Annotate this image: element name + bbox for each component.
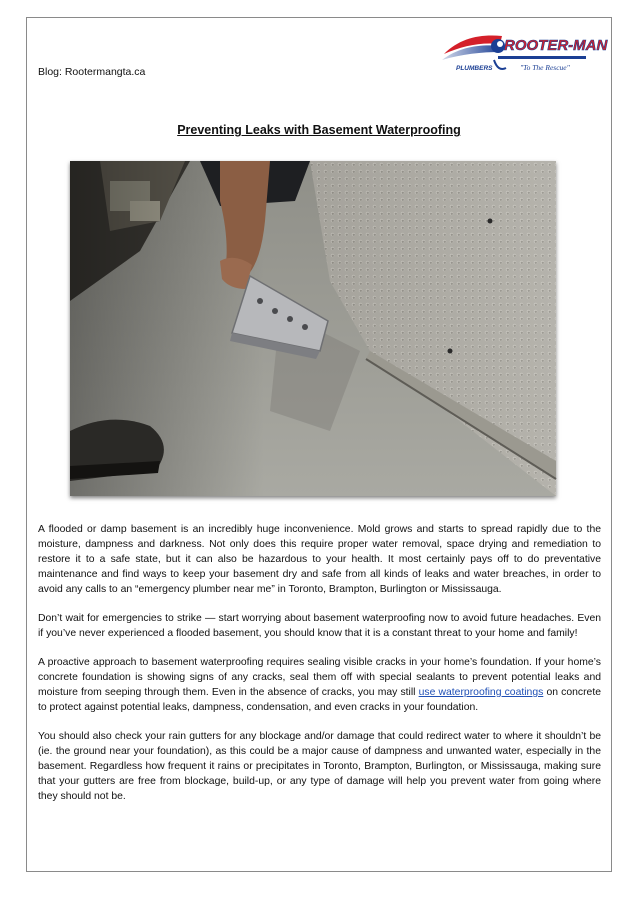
blog-label: Blog: Rootermangta.ca bbox=[38, 66, 146, 78]
paragraph-4: You should also check your rain gutters for any blockage and/or damage that could redirect water to where it shouldn’t be (ie. the ground near your foundation), as this could be a major cause of dampness and unwanted water, especially in the basement. Regardless how frequent it rains or precipitates in Toronto, Brampton, Burlington, or Mississauga, making sure that your gutters are free from blockage, build-up, or any type of damage will help you prevent water from going where they should not be. bbox=[38, 731, 601, 802]
waterproofing-coatings-link[interactable]: use waterproofing coatings bbox=[418, 687, 544, 698]
basement-photo bbox=[70, 161, 556, 496]
page-title: Preventing Leaks with Basement Waterproofing bbox=[177, 123, 461, 137]
paragraph-3-text-after: on concrete to protect against potential leaks, dampness, condensation, and even cracks in your foundation. bbox=[38, 687, 601, 713]
article-body bbox=[38, 522, 601, 818]
paragraph-3-text-before: A proactive approach to basement waterproofing requires sealing visible cracks in your home’s foundation. If your home’s concrete foundation is showing signs of any cracks, seal them off with special sealants to prevent potential leaks and moisture from seeping through them. Even in the absence of cracks, you may still bbox=[38, 657, 601, 698]
paragraph-2: Don’t wait for emergencies to strike — start worrying about basement waterproofing now to avoid future headaches. Even if you’ve never experienced a flooded basement, you should know that it is a constant threat to your home and family! bbox=[38, 613, 601, 639]
paragraph-1: A flooded or damp basement is an incredibly huge inconvenience. Mold grows and starts to spread rapidly due to the moisture, dampness and darkness. Not only does this require proper water removal, space drying and remediation to restore it to a safe state, but it can also be hazardous to your health. It most certainly pays off to do preventative maintenance and find ways to keep your basement dry and safe from all kinds of leaks and water breaches, in order to avoid any calls to an “emergency plumber near me” in Toronto, Brampton, Burlington or Mississauga. bbox=[38, 524, 601, 595]
rooter-man-logo bbox=[440, 24, 608, 80]
paragraph-3 bbox=[38, 655, 601, 715]
svg-text:"To The Rescue": "To The Rescue" bbox=[520, 63, 570, 72]
svg-text:PLUMBERS: PLUMBERS bbox=[456, 65, 493, 72]
svg-text:ROOTER-MAN: ROOTER-MAN bbox=[504, 37, 608, 54]
